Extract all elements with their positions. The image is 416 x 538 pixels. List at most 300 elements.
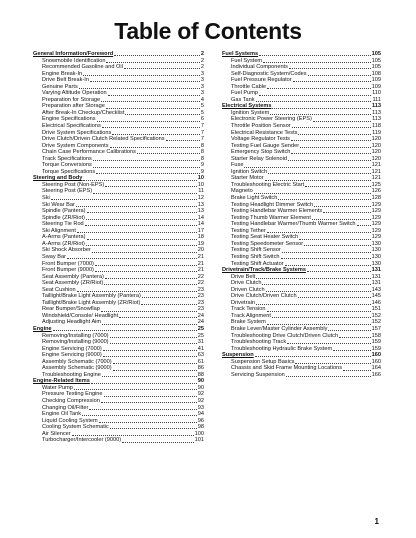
toc-entry-page: 14	[197, 214, 204, 221]
dot-leader	[286, 376, 371, 377]
dot-leader	[298, 297, 371, 298]
toc-entry-label: Front Bumper (7000)	[42, 260, 94, 267]
toc-entry-label: Testing Shift Sensor	[231, 247, 281, 254]
dot-leader	[259, 55, 371, 56]
dot-leader	[77, 232, 197, 233]
dot-leader	[292, 127, 371, 128]
dot-leader	[299, 239, 370, 240]
toc-entry-page: 130	[371, 253, 381, 260]
toc-entry-label: Drive Clutch/Driven Clutch Related Specifications	[42, 136, 165, 143]
toc-entry-label: Torque Specifications	[42, 168, 96, 175]
toc-entry-page: 129	[371, 221, 381, 228]
dot-leader	[307, 271, 371, 272]
toc-entry-label: Ignition Switch	[231, 168, 268, 175]
dot-leader	[87, 239, 197, 240]
toc-entry-page: 90	[197, 378, 204, 385]
toc-entry-page: 143	[371, 286, 381, 293]
toc-entry-label: Fuel Pressure Regulator	[231, 77, 292, 84]
toc-entry-label: Ignition System	[231, 109, 270, 116]
toc-entry-page: 31	[197, 339, 204, 346]
toc-entry-label: Troubleshooting Drive Clutch/Driven Clutch	[231, 332, 339, 339]
toc-entry-label: Steering and Body	[33, 175, 83, 182]
toc-entry-label: Electrical Specifications	[42, 123, 101, 130]
toc-entry-label: Engine Servicing (7000)	[42, 345, 102, 352]
toc-entry-label: Drivetrain/Track/Brake Systems	[222, 267, 306, 274]
toc-entry-page: 109	[371, 77, 381, 84]
toc-entry-page: 13	[197, 208, 204, 215]
dot-leader	[288, 160, 371, 161]
toc-entry-page: 111	[372, 96, 381, 103]
dot-leader	[97, 121, 200, 122]
dot-leader	[305, 186, 370, 187]
toc-entry-page: 21	[197, 267, 204, 274]
dot-leader	[114, 55, 200, 56]
toc-entry-label: Preparation after Storage	[42, 103, 105, 110]
dot-leader	[298, 134, 371, 135]
dot-leader	[270, 114, 371, 115]
dot-leader	[53, 330, 197, 331]
toc-entry-label: Drive Clutch/Driven Clutch	[231, 293, 297, 300]
dot-leader	[113, 363, 197, 364]
toc-entry-label: Track Alignment	[231, 312, 271, 319]
toc-right-column	[222, 51, 381, 378]
dot-leader	[93, 193, 197, 194]
toc-entry-label: Fuel System	[231, 57, 263, 64]
toc-entry-label: Seat Cushion	[42, 286, 76, 293]
toc-entry-page: 23	[197, 306, 204, 313]
dot-leader	[308, 75, 371, 76]
dot-leader	[166, 140, 200, 141]
toc-entry-label: Drivetrain	[231, 299, 255, 306]
toc-left-column	[33, 51, 204, 444]
toc-entry-page: 23	[197, 286, 204, 293]
dot-leader	[92, 252, 197, 253]
dot-leader	[272, 108, 371, 109]
toc-entry-page: 23	[197, 293, 204, 300]
toc-entry-page: 3	[200, 90, 204, 97]
toc-entry-page: 146	[371, 299, 381, 306]
dot-leader	[72, 435, 194, 436]
toc-entry-label: Turbocharger/Intercooler (9000)	[42, 437, 122, 444]
dot-leader	[278, 199, 370, 200]
toc-entry-label: Windshield/Console/ Headlight	[42, 312, 119, 319]
toc-entry-label: A-Arms (ZR/Riot)	[42, 240, 85, 247]
toc-entry-label: Taillight/Brake Light Assembly (Pantera)	[42, 293, 141, 300]
toc-entry-page: 94	[197, 411, 204, 418]
toc-entry-page: 96	[197, 417, 204, 424]
dot-leader	[266, 291, 371, 292]
page-title: Table of Contents	[114, 18, 302, 44]
toc-entry-page: 3	[200, 70, 204, 77]
toc-entry-label: Testing Headlight Dimmer Switch	[231, 201, 314, 208]
toc-entry-label: Spindle (Pantera)	[42, 208, 86, 215]
toc-entry-label: Ski Shock Absorber	[42, 247, 91, 254]
dot-leader	[90, 81, 200, 82]
dot-leader	[89, 409, 196, 410]
toc-entry-label: Throttle Position Sensor	[231, 123, 291, 130]
toc-entry-label: Steering Post (Non-EPS)	[42, 181, 105, 188]
toc-entry-page: 11	[198, 188, 204, 195]
dot-leader	[104, 284, 197, 285]
toc-entry-label: Throttle Cable	[231, 83, 267, 90]
toc-entry-page: 130	[371, 240, 381, 247]
toc-entry-page: 25	[197, 332, 204, 339]
toc-entry-page: 164	[371, 365, 381, 372]
dot-leader	[125, 114, 199, 115]
toc-entry-page: 6	[200, 116, 204, 123]
dot-leader	[87, 212, 197, 213]
dot-leader	[244, 167, 370, 168]
toc-entry-page: 131	[371, 267, 381, 274]
dot-leader	[304, 245, 371, 246]
toc-entry-page: 2	[200, 57, 204, 64]
toc-entry-label: Gas Tank	[231, 96, 255, 103]
toc-entry-page: 101	[194, 437, 204, 444]
toc-entry-page: 121	[371, 162, 381, 169]
dot-leader	[105, 186, 197, 187]
toc-entry-page: 20	[197, 247, 204, 254]
dot-leader	[105, 278, 197, 279]
dot-leader	[86, 219, 197, 220]
toc-entry-page: 7	[200, 123, 204, 130]
dot-leader	[96, 173, 200, 174]
toc-entry-label: Testing Fuel Gauge Sender	[231, 142, 300, 149]
toc-entry-label: Rear Bumper/Snowflap	[42, 306, 100, 313]
toc-entry-page: 10	[197, 175, 204, 182]
toc-entry-label: Steering Post (EPS)	[42, 188, 93, 195]
toc-entry-label: Cooling System Schematic	[42, 424, 109, 431]
toc-entry-label: Drive System Specifications	[42, 129, 112, 136]
toc-entry-page: 13	[197, 201, 204, 208]
dot-leader	[141, 304, 197, 305]
dot-leader	[83, 180, 196, 181]
toc-entry-label: Fuse	[231, 162, 244, 169]
toc-entry-label: Engine Oil Tank	[42, 411, 82, 418]
toc-entry-page: 8	[200, 149, 204, 156]
dot-leader	[263, 62, 371, 63]
toc-entry-page: 118	[372, 123, 381, 130]
toc-entry-label: Brake System	[231, 319, 266, 326]
dot-leader	[101, 402, 197, 403]
toc-entry-label: Sway Bar	[42, 253, 66, 260]
dot-leader	[256, 278, 370, 279]
toc-entry-page: 98	[197, 424, 204, 431]
toc-entry-page: 7	[200, 129, 204, 136]
toc-entry-page: 130	[371, 247, 381, 254]
dot-leader	[300, 147, 371, 148]
toc-entry-page: 61	[197, 358, 204, 365]
toc-entry-page: 145	[371, 293, 381, 300]
toc-entry-page: 120	[371, 155, 381, 162]
toc-entry-page: 152	[371, 319, 381, 326]
toc-entry-label: Electrical Systems	[222, 103, 272, 110]
toc-entry-page: 151	[371, 306, 381, 313]
toc-entry-page: 113	[372, 109, 381, 116]
dot-leader	[102, 376, 197, 377]
toc-entry-page: 128	[371, 195, 381, 202]
toc-entry-label: Varying Altitude Operation	[42, 90, 107, 97]
toc-entry-page: 17	[197, 227, 204, 234]
dot-leader	[267, 311, 371, 312]
toc-entry-page: 22	[197, 273, 204, 280]
toc-entry-page: 109	[371, 83, 381, 90]
toc-entry-page: 152	[371, 312, 381, 319]
toc-entry-page: 14	[197, 221, 204, 228]
toc-entry-page: 105	[371, 51, 381, 57]
dot-leader	[285, 265, 371, 266]
toc-entry-label: Drive System Components	[42, 142, 109, 149]
toc-entry-page: 113	[372, 116, 381, 123]
toc-entry-page: 120	[371, 149, 381, 156]
toc-entry-label: Testing Handlebar Warmer Elements	[231, 208, 323, 215]
toc-entry-label: Electrical Resistance Tests	[231, 129, 298, 136]
dot-leader	[124, 68, 200, 69]
dot-leader	[339, 337, 371, 338]
dot-leader	[262, 284, 370, 285]
toc-entry-page: 21	[197, 253, 204, 260]
toc-entry-page: 9	[200, 168, 204, 175]
toc-entry-page: 8	[200, 142, 204, 149]
toc-entry-label: Drive Belt	[231, 273, 256, 280]
toc-entry-page: 121	[371, 168, 381, 175]
toc-entry-label: Starter Motor	[231, 175, 264, 182]
toc-entry-page: 120	[371, 136, 381, 143]
dot-leader	[291, 140, 371, 141]
toc-entry-label: After Break-In Checkup/Checklist	[42, 109, 125, 116]
toc-entry-label: Ski Wear Bar	[42, 201, 75, 208]
dot-leader	[82, 415, 197, 416]
dot-leader	[281, 258, 371, 259]
dot-leader	[76, 206, 197, 207]
toc-entry-page: 159	[371, 339, 381, 346]
toc-entry-page: 105	[371, 64, 381, 71]
toc-entry-label: Troubleshooting Engine	[42, 371, 101, 378]
toc-entry-label: Suspension	[222, 352, 254, 359]
dot-leader	[112, 134, 200, 135]
dot-leader	[101, 101, 200, 102]
dot-leader	[287, 343, 371, 344]
toc-entry-label: A-Arms (Pantera)	[42, 234, 86, 241]
toc-entry-label: Removing/Installing (9000)	[42, 339, 109, 346]
toc-entry-label: Engine	[33, 325, 52, 332]
page-number: 1	[374, 517, 379, 526]
toc-entry-page: 12	[197, 195, 204, 202]
toc-entry-label: Fuel Pump	[231, 90, 259, 97]
toc-entry-label: Troubleshooting Track	[231, 339, 287, 346]
toc-entry-page: 130	[371, 260, 381, 267]
toc-entry-label: Suspension Setup Basics	[231, 358, 295, 365]
toc-entry-label: Recommended Gasoline and Oil	[42, 64, 123, 71]
toc-entry-label: Magneto	[231, 188, 253, 195]
toc-entry-label: Emergency Stop Switch	[231, 149, 291, 156]
dot-leader	[102, 324, 197, 325]
toc-entry-label: Driven Clutch	[231, 286, 265, 293]
dot-leader	[267, 324, 371, 325]
toc-entry-label: Assembly Schematic (9000)	[42, 365, 112, 372]
toc-entry-page: 157	[371, 325, 381, 332]
toc-entry-label: Front Bumper (9000)	[42, 267, 94, 274]
dot-leader	[267, 232, 371, 233]
toc-entry-label: Chain Case Performance Calibrations	[42, 149, 136, 156]
dot-leader	[267, 88, 371, 89]
toc-entry-page: 121	[371, 175, 381, 182]
dot-leader	[108, 95, 200, 96]
dot-leader	[106, 62, 199, 63]
dot-leader	[110, 147, 200, 148]
toc-entry-label: Testing Shift Actuator	[231, 260, 284, 267]
toc-entry-label: Torque Conversions	[42, 162, 92, 169]
toc-entry-label: Brake Lever/Master Cylinder Assembly	[231, 325, 328, 332]
toc-entry-label: Testing Thumb Warmer Element	[231, 214, 311, 221]
toc-entry-label: Testing Shift Switch	[231, 253, 280, 260]
toc-entry-label: Adjusting Headlight Aim	[42, 319, 102, 326]
toc-entry-label: Snowmobile Identification	[42, 57, 106, 64]
toc-entry-page: 92	[197, 391, 204, 398]
toc-entry-label: Genuine Parts	[42, 83, 78, 90]
toc-entry-label: Troubleshooting Hydraulic Brake System	[231, 345, 333, 352]
dot-leader	[110, 343, 197, 344]
toc-entry-page: 9	[200, 162, 204, 169]
dot-leader	[256, 304, 371, 305]
dot-leader	[104, 396, 197, 397]
toc-entry-label: Removing/Installing (7000)	[42, 332, 109, 339]
toc-entry-label: Preparation for Storage	[42, 96, 101, 103]
toc-entry-page: 159	[371, 345, 381, 352]
dot-leader	[333, 350, 371, 351]
toc-entry-page: 105	[371, 57, 381, 64]
toc-entry-page: 129	[371, 208, 381, 215]
dot-leader	[255, 356, 371, 357]
dot-leader	[312, 219, 371, 220]
toc-entry-page: 110	[372, 90, 381, 97]
toc-entry-page: 2	[200, 51, 204, 57]
toc-entry-page: 5	[200, 103, 204, 110]
dot-leader	[272, 317, 371, 318]
dot-leader	[93, 160, 200, 161]
dot-leader	[268, 173, 371, 174]
toc-entry-page: 7	[200, 136, 204, 143]
toc-entry-label: Pressure Testing Engine	[42, 391, 103, 398]
toc-entry-page: 129	[371, 214, 381, 221]
toc-entry-page: 100	[194, 430, 204, 437]
dot-leader	[142, 297, 197, 298]
dot-leader	[137, 153, 200, 154]
dot-leader	[323, 212, 370, 213]
toc-entry-page: 3	[200, 83, 204, 90]
dot-leader	[99, 422, 197, 423]
dot-leader	[103, 356, 197, 357]
dot-leader	[51, 199, 197, 200]
toc-entry-label: Assembly Schematic (7000)	[42, 358, 112, 365]
dot-leader	[293, 81, 371, 82]
dot-leader	[102, 127, 200, 128]
toc-entry-page: 160	[371, 358, 381, 365]
dot-leader	[282, 252, 371, 253]
dot-leader	[95, 271, 197, 272]
toc-entry-page: 108	[371, 70, 381, 77]
toc-entry-label: Self-Diagnostic System/Codes	[231, 70, 307, 77]
dot-leader	[119, 317, 197, 318]
dot-leader	[343, 370, 371, 371]
toc-entry-label: Chassis and Skid Frame Mounting Locations	[231, 365, 342, 372]
toc-entry-page: 63	[197, 352, 204, 359]
toc-entry-page: 2	[200, 64, 204, 71]
toc-entry-page: 3	[200, 77, 204, 84]
toc-entry-label: Starter Relay Solenoid	[231, 155, 287, 162]
toc-entry-page: 113	[371, 103, 381, 110]
dot-leader	[291, 153, 370, 154]
toc-entry-label: Voltage Regulator Tests	[231, 136, 290, 143]
toc-entry-label: Testing Seat Heater Switch	[231, 234, 299, 241]
toc-entry-page: 88	[197, 371, 204, 378]
toc-entry-label: Liquid Cooling System	[42, 417, 98, 424]
toc-entry-label: Testing Handlebar Warmer/Thumb Warmer Switch	[231, 221, 356, 228]
dot-leader	[67, 258, 197, 259]
toc-entry-page: 8	[200, 155, 204, 162]
toc-entry-page: 129	[371, 234, 381, 241]
dot-leader	[86, 245, 197, 246]
toc-entry-label: Engine-Related Items	[33, 378, 90, 385]
toc-entry-label: Ski Alignment	[42, 227, 76, 234]
toc-entry-page: 129	[371, 227, 381, 234]
dot-leader	[77, 291, 197, 292]
toc-entry-label: Air Silencer	[42, 430, 71, 437]
toc-entry-page: 92	[197, 397, 204, 404]
toc-entry-label: Engine Break-In	[42, 70, 83, 77]
toc-entry-page: 119	[372, 129, 381, 136]
toc-entry-page: 93	[197, 404, 204, 411]
dot-leader	[313, 121, 371, 122]
toc-entry-label: Fuel Systems	[222, 51, 259, 57]
toc-entry-page: 125	[371, 181, 381, 188]
toc-entry	[222, 372, 381, 379]
toc-entry-label: Water Pump	[42, 384, 73, 391]
dot-leader	[83, 75, 200, 76]
toc-entry-label: Checking Compression	[42, 397, 100, 404]
dot-leader	[254, 193, 371, 194]
toc-entry-page: 22	[197, 280, 204, 287]
dot-leader	[91, 383, 197, 384]
dot-leader	[122, 442, 194, 443]
toc-entry-label: Electronic Power Steering (EPS)	[231, 116, 312, 123]
toc-entry-page: 158	[371, 332, 381, 339]
toc-entry-page: 166	[371, 371, 381, 378]
toc-entry-page: 10	[197, 181, 204, 188]
dot-leader	[256, 101, 372, 102]
dot-leader	[289, 68, 371, 69]
dot-leader	[110, 337, 197, 338]
toc-entry-label: General Information/Foreword	[33, 51, 114, 57]
toc-entry-label: Engine Servicing (9000)	[42, 352, 102, 359]
toc-entry-page: 19	[197, 240, 204, 247]
toc-entry-label: Steering Tie Rod	[42, 221, 84, 228]
dot-leader	[295, 363, 370, 364]
toc-entry-page: 120	[371, 142, 381, 149]
toc-entry-label: Track Specifications	[42, 155, 92, 162]
toc-entry-label: Brake Light Switch	[231, 195, 278, 202]
dot-leader	[79, 88, 200, 89]
toc-entry-label: Taillight/Brake Light Assembly (ZR/Riot)	[42, 299, 141, 306]
toc-entry-page: 24	[197, 312, 204, 319]
toc-entry-page: 126	[371, 188, 381, 195]
dot-leader	[101, 311, 197, 312]
toc-entry-label: Seat Assembly (ZR/Riot)	[42, 280, 104, 287]
toc-entry-label: Individual Components	[231, 64, 288, 71]
toc-entry-label: Ski	[42, 195, 50, 202]
toc-entry-label: Seat Assembly (Pantera)	[42, 273, 104, 280]
toc-entry-label: Drive Clutch	[231, 280, 262, 287]
toc-entry-page: 90	[197, 384, 204, 391]
